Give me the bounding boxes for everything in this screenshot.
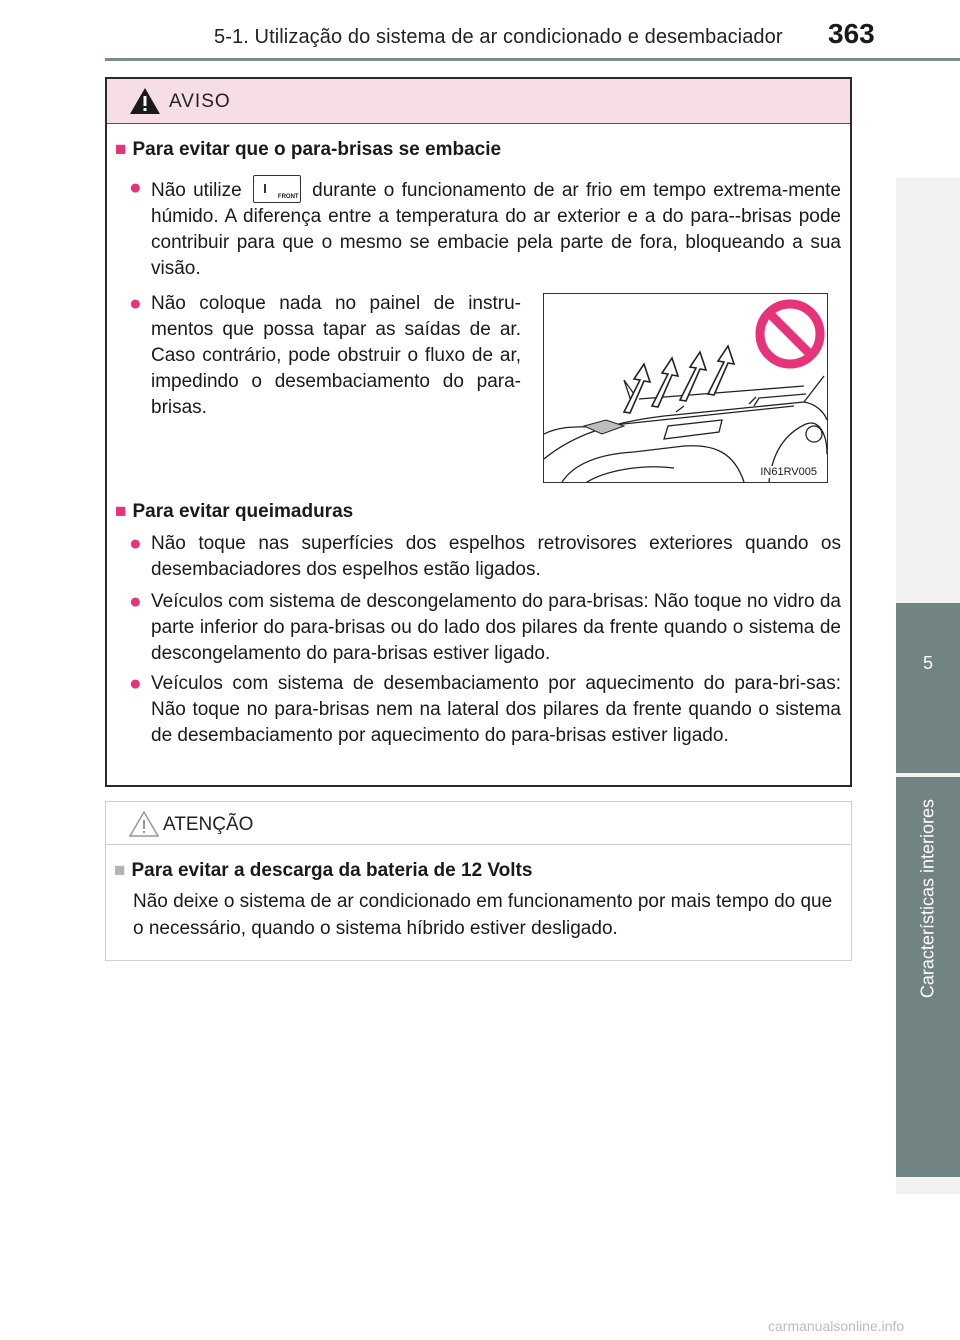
section-heading-burns: ■ Para evitar queimaduras <box>115 501 354 522</box>
dashboard-vents-drawing <box>544 294 827 482</box>
warning-header <box>107 79 850 124</box>
caution-body-text: Não deixe o sistema de ar condicionado em funcionamento por mais tempo do que o necessário, quando o sistema híbrido estiver desligado. <box>133 891 833 939</box>
bullet-windshield-deicer: ● Veículos com sistema de descongelamento do para-brisas: Não toque no vidro da parte inferior do para-brisas ou do lado dos pilares da frente quando o sistema de descongelamento do para-brisas estiver ligado. <box>129 590 841 664</box>
warning-triangle-icon <box>129 87 161 115</box>
round-bullet-icon: ● <box>129 672 142 695</box>
round-bullet-icon: ● <box>129 292 142 315</box>
page-number: 363 <box>828 18 875 49</box>
bullet-mirrors: ● Não toque nas superfícies dos espelhos retrovisores exteriores quando os desembaciadores dos espelhos estão ligados. <box>129 532 841 580</box>
defrost-front-button-icon: FRONT <box>253 175 301 203</box>
round-bullet-icon: ● <box>129 590 142 613</box>
square-bullet-icon: ■ <box>114 860 126 881</box>
caution-triangle-icon <box>128 810 160 838</box>
chapter-number-tab <box>896 603 960 773</box>
chapter-label-tab <box>896 777 960 1177</box>
chapter-side-tab <box>896 178 960 1194</box>
dashboard-illustration <box>543 293 828 483</box>
section-heading-fog: ■ Para evitar que o para-brisas se embacie <box>115 139 502 160</box>
square-bullet-icon: ■ <box>115 501 127 522</box>
round-bullet-icon: ● <box>129 532 142 555</box>
bullet-windshield-heater: ● Veículos com sistema de desembaciamento por aquecimento do para-bri-sas: Não toque no para-brisas nem na lateral dos pilares da frente quando o sistema de desembaciamento por aquecimento do para-brisas estiver ligado. <box>129 672 841 746</box>
footer-watermark: carmanualsonline.info <box>768 1318 905 1334</box>
caution-label: ATENÇÃO <box>163 814 254 835</box>
warning-label: AVISO <box>169 91 231 112</box>
caution-header <box>106 802 851 845</box>
warning-box <box>105 77 852 787</box>
chapter-number: 5 <box>922 653 933 673</box>
chapter-label: Características interiores <box>917 799 938 999</box>
bullet-defrost-key: ● Não utilize FRONT durante o funcionamento de ar frio em tempo extrema-mente húmido. A diferença entre a temperatura do ar exterior e a do para--brisas pode contribuir para que o mesmo se embacie pela parte de fora, bloqueando a sua visão. <box>129 176 842 279</box>
page-header-title: 5-1. Utilização do sistema de ar condicionado e desembaciador <box>214 26 783 48</box>
header-divider <box>105 58 960 61</box>
square-bullet-icon: ■ <box>115 139 127 160</box>
bullet-dashboard: ● Não coloque nada no painel de instru-mentos que possa tapar as saídas de ar. Caso contrário, pode obstruir o fluxo de ar, impedindo o desembaciamento do para-brisas. <box>129 292 521 418</box>
round-bullet-icon: ● <box>129 176 142 199</box>
caution-box <box>105 801 852 961</box>
section-heading-battery: ■ Para evitar a descarga da bateria de 12 Volts <box>114 860 533 881</box>
figure-code: IN61RV005 <box>760 466 817 478</box>
